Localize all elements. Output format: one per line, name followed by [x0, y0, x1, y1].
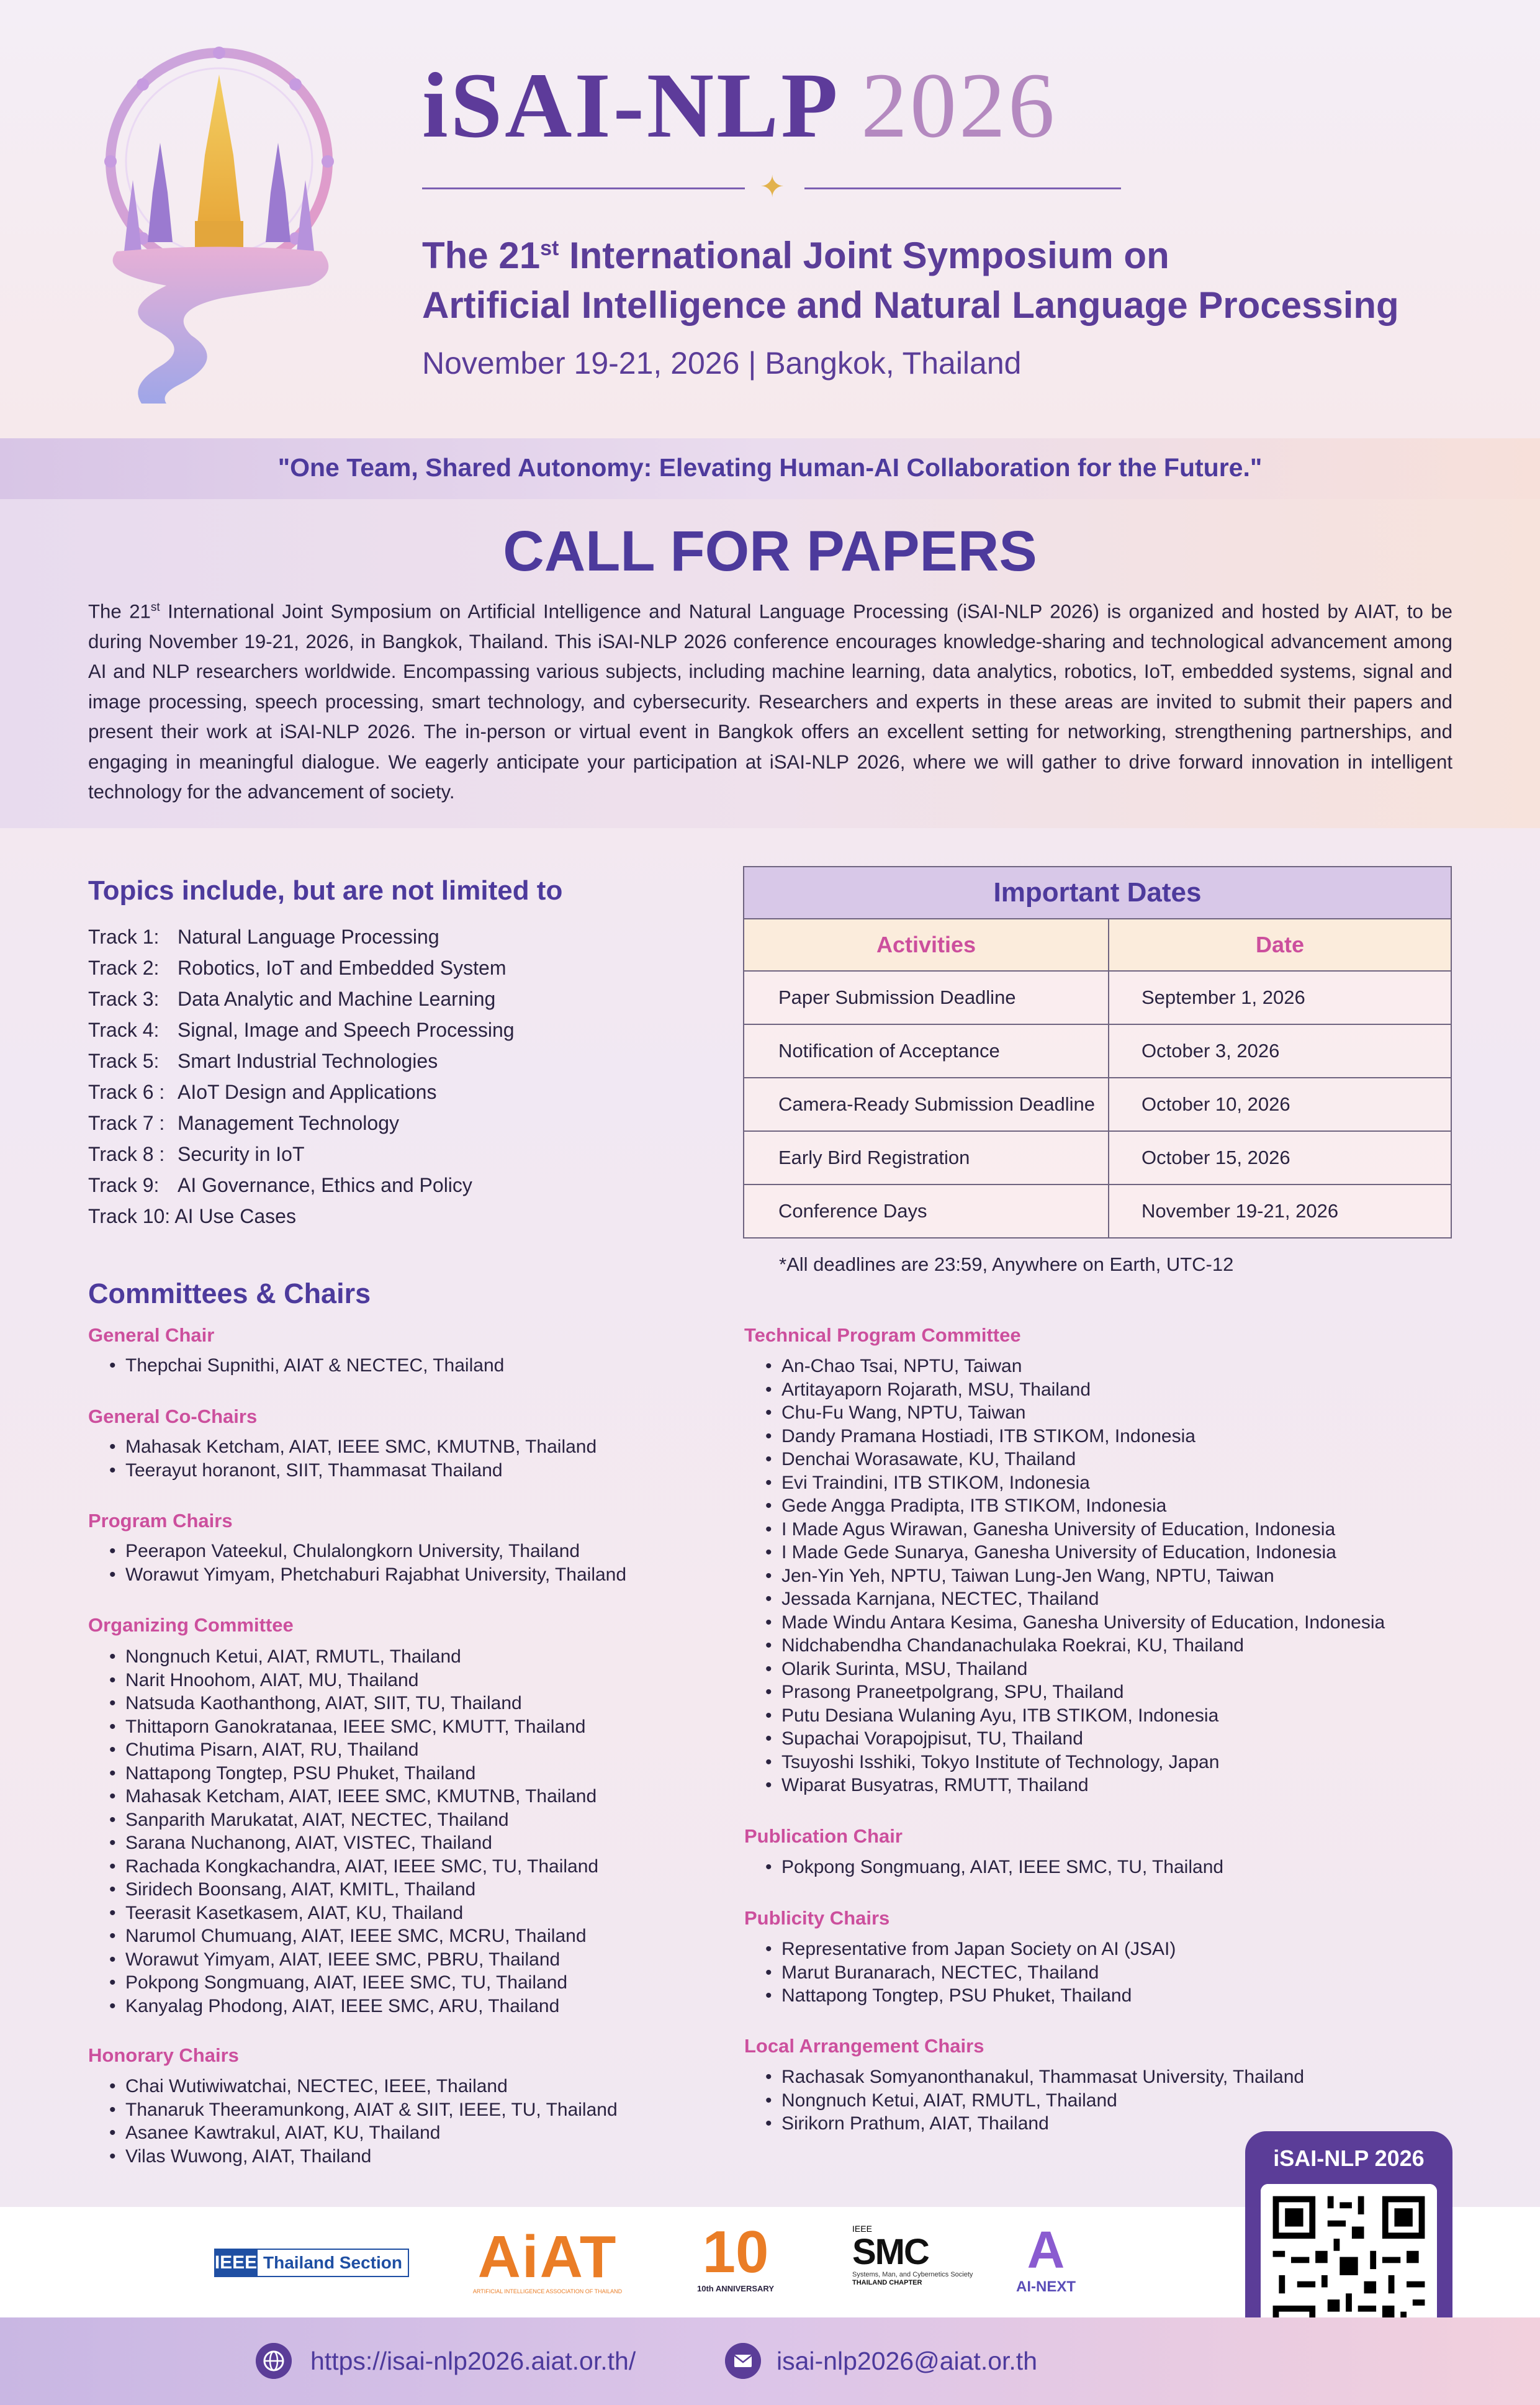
ieee-thailand-section-logo: [214, 2249, 408, 2277]
general-chair-list: [109, 1354, 504, 1378]
smc-chapter-name: THAILAND CHAPTER: [852, 2279, 922, 2286]
date-cell: October 15, 2026: [1109, 1131, 1451, 1184]
topics-heading: Topics include, but are not limited to: [88, 875, 563, 906]
committee-member: • Jen-Yin Yeh, NPTU, Taiwan Lung-Jen Wang, NPTU, Taiwan: [765, 1564, 1385, 1588]
track-item: [88, 1076, 515, 1108]
date-cell: September 1, 2026: [1109, 971, 1451, 1024]
envelope-icon: [725, 2343, 761, 2379]
committee-member: • Nattapong Tongtep, PSU Phuket, Thailand: [109, 1762, 598, 1785]
committee-member: • Nongnuch Ketui, AIAT, RMUTL, Thailand: [765, 2089, 1304, 2113]
committee-member: • Asanee Kawtrakul, AIAT, KU, Thailand: [109, 2121, 618, 2145]
committee-member: • Thanaruk Theeramunkong, AIAT & SIIT, IEEE, TU, Thailand: [109, 2098, 618, 2122]
general-chair-title: General Chair: [88, 1324, 215, 1346]
smc-wordmark: SMC: [852, 2232, 929, 2272]
committee-member: • Denchai Worasawate, KU, Thailand: [765, 1448, 1385, 1471]
ai-next-mark: A: [1027, 2221, 1065, 2279]
track-item: [88, 1014, 515, 1045]
committee-member: • Artitayaporn Rojarath, MSU, Thailand: [765, 1378, 1385, 1402]
committee-member: • Teerasit Kasetkasem, AIAT, KU, Thailand: [109, 1902, 598, 1925]
committee-member: • Dandy Pramana Hostiadi, ITB STIKOM, Indonesia: [765, 1425, 1385, 1448]
activity-cell: Paper Submission Deadline: [744, 971, 1109, 1024]
website-link[interactable]: https://isai-nlp2026.aiat.or.th/: [310, 2347, 636, 2375]
committee-member: • Supachai Vorapojpisut, TU, Thailand: [765, 1727, 1385, 1751]
anniversary-label: 10th ANNIVERSARY: [696, 2284, 774, 2293]
publication-chair-title: Publication Chair: [744, 1825, 903, 1847]
track-item: [88, 1170, 515, 1201]
technical-program-committee-list: [765, 1355, 1385, 1797]
committee-member: • Representative from Japan Society on AI (JSAI): [765, 1938, 1176, 1961]
committee-member: • Prasong Praneetpolgrang, SPU, Thailand: [765, 1681, 1385, 1704]
committee-member: • Rachada Kongkachandra, AIAT, IEEE SMC, TU, Thailand: [109, 1855, 598, 1879]
track-number: Track 9:: [88, 1174, 160, 1196]
committee-member: • Chutima Pisarn, AIAT, RU, Thailand: [109, 1738, 598, 1762]
track-number: Track 3:: [88, 988, 160, 1010]
cfp-body-text: International Joint Symposium on Artificial Intelligence and Natural Language Processing (iSAI-NLP 2026) is organized and hosted by AIAT, to be during November 19-21, 2026, in Bangkok, Thailand. This iSAI-NLP 2026 conference encourages knowledge-sharing and technological advancement among AI and NLP researchers worldwide. Encompassing various subjects, including machine learning, data analytics, robotics, IoT, embedded systems, signal and image processing, speech processing, smart technology, and cybersecurity. Researchers and experts in these areas are invited to submit their papers and present their work at iSAI-NLP 2026. The in-person or virtual event in Bangkok offers an excellent setting for networking, strengthening partnerships, and engaging in meaningful dialogue. We eagerly anticipate your participation at iSAI-NLP 2026, where we will gather to drive forward innovation in intelligent technology for the advancement of society.: [88, 600, 1452, 803]
committee-member: • Evi Traindini, ITB STIKOM, Indonesia: [765, 1471, 1385, 1495]
committee-member: • Olarik Surinta, MSU, Thailand: [765, 1658, 1385, 1681]
track-name: Natural Language Processing: [178, 926, 439, 948]
title-divider-right: [804, 187, 1121, 189]
aiat-logo: [470, 2224, 625, 2302]
track-number: Track 7 :: [88, 1112, 165, 1134]
honorary-chairs-list: [109, 2075, 618, 2168]
committee-member: • I Made Gede Sunarya, Ganesha University of Education, Indonesia: [765, 1541, 1385, 1564]
general-co-chairs-title: General Co-Chairs: [88, 1406, 258, 1427]
committee-member: • Siridech Boonsang, AIAT, KMITL, Thailand: [109, 1878, 598, 1902]
committee-member: • Pokpong Songmuang, AIAT, IEEE SMC, TU, Thailand: [109, 1971, 598, 1995]
activity-cell: Notification of Acceptance: [744, 1024, 1109, 1078]
aiat-tagline: ARTIFICIAL INTELLIGENCE ASSOCIATION OF THAILAND: [472, 2288, 623, 2294]
track-number: Track 6 :: [88, 1081, 165, 1103]
publication-chair-list: [765, 1856, 1223, 1879]
important-dates-table: [743, 866, 1452, 1239]
committee-member: • Nongnuch Ketui, AIAT, RMUTL, Thailand: [109, 1645, 598, 1669]
table-row: [744, 1184, 1451, 1238]
symposium-full-title: [422, 223, 1490, 330]
globe-icon: [256, 2343, 292, 2379]
track-item: [88, 921, 515, 952]
committee-member: • Teerayut horanont, SIIT, Thammasat Thailand: [109, 1459, 597, 1482]
cfp-heading: CALL FOR PAPERS: [503, 520, 1037, 583]
symposium-title-line2: Artificial Intelligence and Natural Language Processing: [422, 284, 1399, 326]
column-header-activities: Activities: [744, 919, 1109, 971]
track-name: Management Technology: [178, 1112, 399, 1134]
symposium-title-prefix: The 21: [422, 235, 541, 276]
track-name: Robotics, IoT and Embedded System: [178, 957, 507, 979]
track-number: Track 4:: [88, 1019, 160, 1041]
aiat-10th-anniversary-logo: [686, 2221, 785, 2302]
honorary-chairs-title: Honorary Chairs: [88, 2044, 239, 2066]
table-row: [744, 1078, 1451, 1131]
track-name: Signal, Image and Speech Processing: [178, 1019, 515, 1041]
title-divider-left: [422, 187, 745, 189]
local-arrangement-chairs-list: [765, 2065, 1304, 2136]
cfp-body-ordinal: st: [150, 601, 160, 614]
committee-member: • Worawut Yimyam, AIAT, IEEE SMC, PBRU, Thailand: [109, 1948, 598, 1972]
ieee-section-name: Thailand Section: [258, 2249, 409, 2277]
cfp-description: [88, 593, 1452, 808]
date-cell: October 3, 2026: [1109, 1024, 1451, 1078]
date-cell: October 10, 2026: [1109, 1078, 1451, 1131]
committees-heading: Committees & Chairs: [88, 1278, 371, 1309]
event-emblem-logo: [73, 37, 365, 410]
general-co-chairs-list: [109, 1435, 597, 1482]
cfp-body-prefix: The 21: [88, 600, 151, 623]
committee-member: • Wiparat Busyatras, RMUTT, Thailand: [765, 1774, 1385, 1797]
committee-member: • Vilas Wuwong, AIAT, Thailand: [109, 2145, 618, 2168]
activity-cell: Camera-Ready Submission Deadline: [744, 1078, 1109, 1131]
committee-member: • Chai Wutiwiwatchai, NECTEC, IEEE, Thailand: [109, 2075, 618, 2098]
committee-member: • Putu Desiana Wulaning Ayu, ITB STIKOM, Indonesia: [765, 1704, 1385, 1728]
event-dates-location: November 19-21, 2026 | Bangkok, Thailand: [422, 346, 1022, 381]
committee-member: • I Made Agus Wirawan, Ganesha University of Education, Indonesia: [765, 1518, 1385, 1541]
ai-next-logo: [1012, 2221, 1080, 2302]
ieee-mark: IEEE: [214, 2249, 258, 2277]
activity-cell: Early Bird Registration: [744, 1131, 1109, 1184]
committee-member: • Worawut Yimyam, Phetchaburi Rajabhat University, Thailand: [109, 1563, 626, 1587]
smc-ieee-label: IEEE: [852, 2224, 872, 2234]
publicity-chairs-list: [765, 1938, 1176, 2008]
event-year: 2026: [860, 54, 1057, 157]
program-chairs-title: Program Chairs: [88, 1510, 233, 1532]
committee-member: • Natsuda Kaothanthong, AIAT, SIIT, TU, Thailand: [109, 1692, 598, 1715]
committee-member: • Pokpong Songmuang, AIAT, IEEE SMC, TU, Thailand: [765, 1856, 1223, 1879]
table-row: [744, 1131, 1451, 1184]
aiat-wordmark: AiAT: [477, 2224, 618, 2290]
committee-member: • Thittaporn Ganokratanaa, IEEE SMC, KMUTT, Thailand: [109, 1715, 598, 1739]
symposium-title-line1: International Joint Symposium on: [559, 235, 1169, 276]
local-arrangement-chairs-title: Local Arrangement Chairs: [744, 2035, 984, 2057]
committee-member: • Nidchabendha Chandanachulaka Roekrai, KU, Thailand: [765, 1634, 1385, 1658]
anniversary-number: 10: [702, 2219, 769, 2285]
organizing-committee-title: Organizing Committee: [88, 1614, 294, 1636]
track-number: Track 1:: [88, 926, 160, 948]
track-item: [88, 952, 515, 983]
track-name: AIoT Design and Applications: [178, 1081, 437, 1103]
committee-member: • Kanyalag Phodong, AIAT, IEEE SMC, ARU, Thailand: [109, 1995, 598, 2018]
event-acronym: iSAI-NLP: [422, 54, 835, 157]
track-number: Track 10:: [88, 1205, 171, 1227]
table-row: [744, 971, 1451, 1024]
committee-member: • Mahasak Ketcham, AIAT, IEEE SMC, KMUTNB, Thailand: [109, 1785, 598, 1808]
date-cell: November 19-21, 2026: [1109, 1184, 1451, 1238]
track-name: Data Analytic and Machine Learning: [178, 988, 496, 1010]
topics-list: [88, 921, 515, 1232]
track-number: Track 2:: [88, 957, 160, 979]
track-number: Track 8 :: [88, 1143, 165, 1165]
track-number: Track 5:: [88, 1050, 160, 1072]
committee-member: • Narit Hnoohom, AIAT, MU, Thailand: [109, 1669, 598, 1692]
track-item: [88, 1045, 515, 1076]
column-header-date: Date: [1109, 919, 1451, 971]
committee-member: • Gede Angga Pradipta, ITB STIKOM, Indonesia: [765, 1494, 1385, 1518]
track-name: AI Governance, Ethics and Policy: [178, 1174, 472, 1196]
ai-next-wordmark: AI-NEXT: [1016, 2278, 1076, 2295]
technical-program-committee-title: Technical Program Committee: [744, 1324, 1021, 1346]
activity-cell: Conference Days: [744, 1184, 1109, 1238]
symposium-title-ordinal: st: [540, 237, 559, 260]
committee-member: • An-Chao Tsai, NPTU, Taiwan: [765, 1355, 1385, 1378]
committee-member: • Narumol Chumuang, AIAT, IEEE SMC, MCRU, Thailand: [109, 1924, 598, 1948]
ieee-smc-thailand-chapter-logo: [852, 2224, 973, 2304]
track-item: [88, 983, 515, 1014]
committee-member: • Sirikorn Prathum, AIAT, Thailand: [765, 2112, 1304, 2136]
track-item: [88, 1201, 515, 1232]
committee-member: • Tsuyoshi Isshiki, Tokyo Institute of Technology, Japan: [765, 1751, 1385, 1774]
sparkle-icon: ✦: [760, 171, 785, 204]
track-item: [88, 1108, 515, 1139]
track-name: Security in IoT: [178, 1143, 305, 1165]
publicity-chairs-title: Publicity Chairs: [744, 1907, 890, 1929]
committee-member: • Mahasak Ketcham, AIAT, IEEE SMC, KMUTNB, Thailand: [109, 1435, 597, 1459]
committee-member: • Thepchai Supnithi, AIAT & NECTEC, Thailand: [109, 1354, 504, 1378]
event-name-title: [422, 54, 1057, 157]
smc-society-name: Systems, Man, and Cybernetics Society: [852, 2271, 973, 2278]
table-row: [744, 1024, 1451, 1078]
email-link[interactable]: isai-nlp2026@aiat.or.th: [777, 2347, 1037, 2375]
committee-member: • Sarana Nuchanong, AIAT, VISTEC, Thailand: [109, 1831, 598, 1855]
committee-member: • Chu-Fu Wang, NPTU, Taiwan: [765, 1401, 1385, 1425]
committee-member: • Rachasak Somyanonthanakul, Thammasat University, Thailand: [765, 2065, 1304, 2089]
committee-member: • Jessada Karnjana, NECTEC, Thailand: [765, 1587, 1385, 1611]
committee-member: • Nattapong Tongtep, PSU Phuket, Thailand: [765, 1984, 1176, 2008]
program-chairs-list: [109, 1540, 626, 1586]
track-name: Smart Industrial Technologies: [178, 1050, 438, 1072]
track-item: [88, 1139, 515, 1170]
footer-band: [0, 2317, 1540, 2405]
important-dates-heading: Important Dates: [744, 867, 1451, 919]
conference-theme: "One Team, Shared Autonomy: Elevating Human-AI Collaboration for the Future.": [277, 453, 1263, 482]
deadline-note: *All deadlines are 23:59, Anywhere on Earth, UTC-12: [779, 1253, 1234, 1275]
track-name: AI Use Cases: [170, 1205, 296, 1227]
committee-member: • Made Windu Antara Kesima, Ganesha University of Education, Indonesia: [765, 1611, 1385, 1635]
committee-member: • Sanparith Marukatat, AIAT, NECTEC, Thailand: [109, 1808, 598, 1832]
qr-label: iSAI-NLP 2026: [1273, 2146, 1425, 2171]
committee-member: • Marut Buranarach, NECTEC, Thailand: [765, 1961, 1176, 1985]
organizing-committee-list: [109, 1645, 598, 2018]
committee-member: • Peerapon Vateekul, Chulalongkorn University, Thailand: [109, 1540, 626, 1563]
